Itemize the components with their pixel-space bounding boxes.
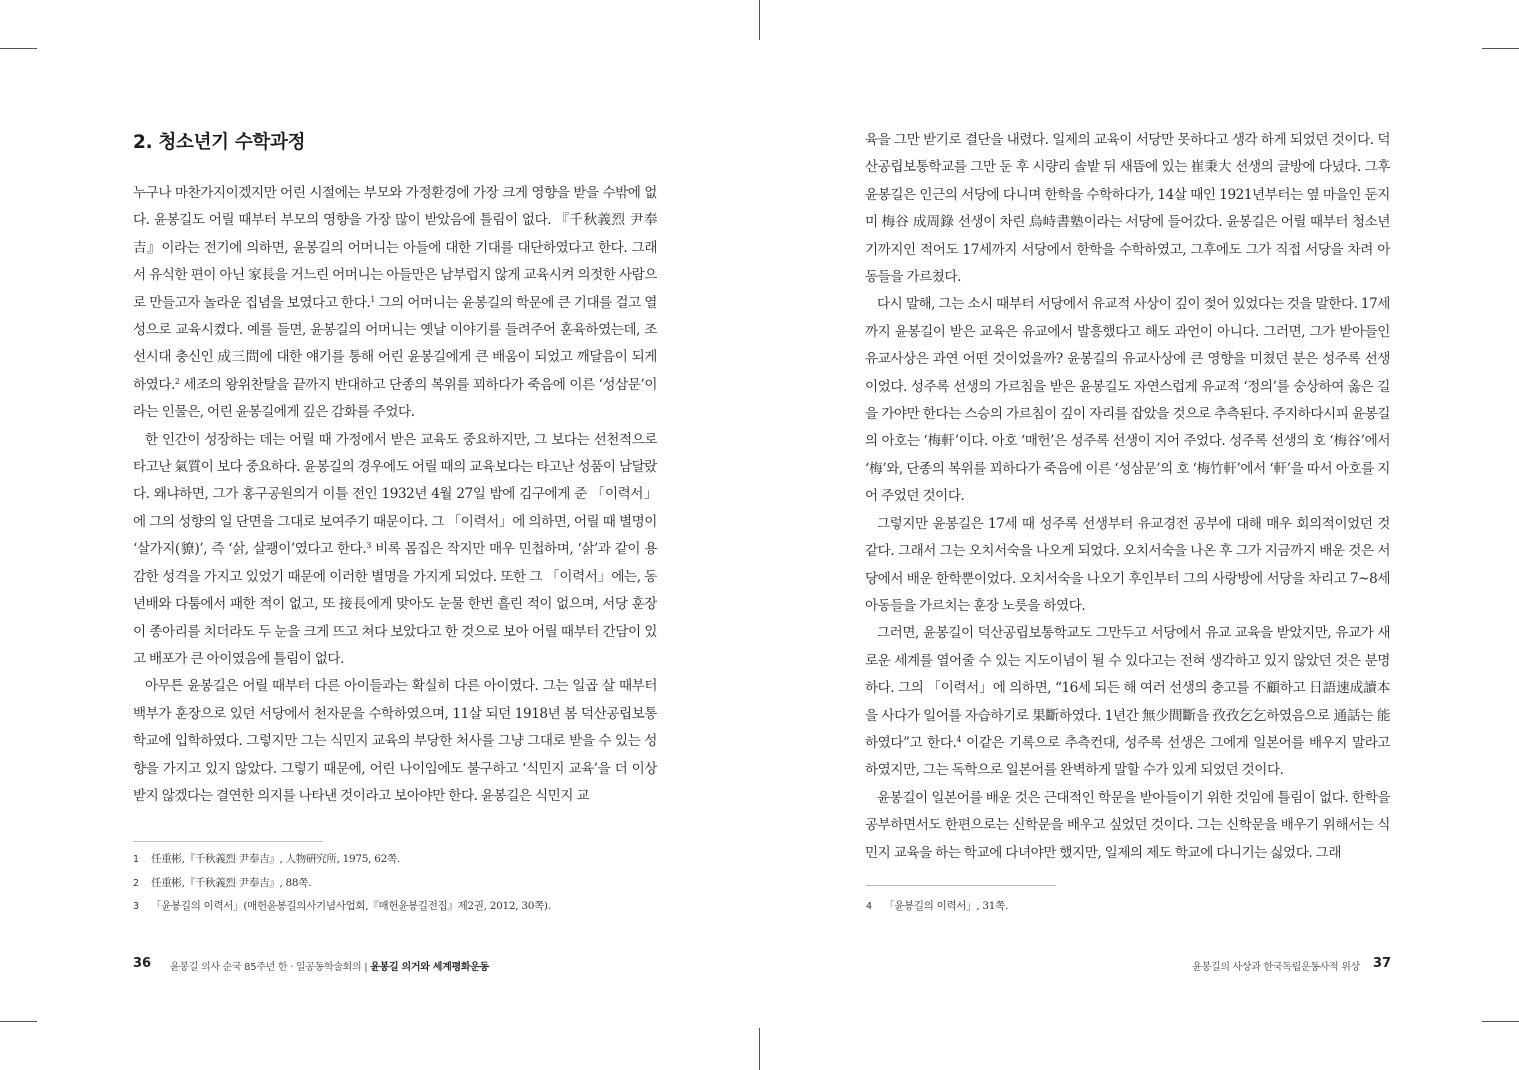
text-run: 한 인간이 성장하는 데는 어릴 때 가정에서 받은 교육도 중요하지만, 그 보다는 선천적으로 타고난 氣質이 보다 중요하다. 윤봉길의 경우에도 어릴 때의 교육보다는 타고난 성품이 남달랐다. 왜냐하면, 그가 홍구공원의거 이틀 전인 1932년 4월 27일 밤에 김구에게 준 「이력서」에 그의 성향의 일 단면을 그대로 보여주기 때문이다. 그 「이력서」에 의하면, 어릴 때 별명이 ‘살가지(䝤)’, 즉 ‘삵, 살쾡이’였다고 한다.	[133, 431, 657, 558]
running-head-prefix: 윤봉길 의사 순국 85주년 한 · 일공동학술회의 |	[170, 962, 371, 973]
text-run: 육을 그만 받기로 결단을 내렸다. 일제의 교육이 서당만 못하다고 생각 하게 되었던 것이다. 덕산공립보통학교를 그만 둔 후 시량리 솔밭 뒤 새뜸에 있는 崔秉大 선생의 글방에 다녔다. 그후 윤봉길은 인근의 서당에 다니며 한학을 수학하다가, 14살 때인 1921년부터는 옆 마을인 둔지미 梅谷 成周錄 선생이 차린 烏峙書塾이라는 서당에 들어갔다. 윤봉길은 어릴 때부터 청소년기까지인 적어도 17세까지 서당에서 한학을 수학하였고, 그후에도 그가 직접 서당을 차려 아동들을 가르쳤다.	[865, 132, 1390, 286]
paragraph	[865, 511, 1390, 621]
paragraph	[865, 785, 1390, 867]
paragraph	[133, 673, 657, 810]
running-head-title: 윤봉길 의거와 세계평화운동	[370, 962, 489, 973]
body-text	[133, 180, 657, 810]
footnote	[133, 848, 693, 872]
running-head	[170, 958, 489, 973]
footnote-text: 任重彬,『千秋義烈 尹奉吉』, 88쪽.	[151, 876, 312, 889]
section-heading: 2. 청소년기 수학과정	[133, 132, 306, 153]
footnote-rule	[133, 841, 323, 842]
paragraph	[133, 180, 657, 427]
text-run: 세조의 왕위찬탈을 끝까지 반대하고 단종의 복위를 꾀하다가 죽음에 이른 ‘성삼문’이라는 인물은, 어린 윤봉길에게 깊은 감화를 주었다.	[133, 376, 657, 421]
footnote-text: 「윤봉길의 이력서」, 31쪽.	[884, 900, 1009, 912]
text-run: 누구나 마찬가지이겠지만 어린 시절에는 부모와 가정환경에 가장 크게 영향을 받을 수밖에 없다. 윤봉길도 어릴 때부터 부모의 영향을 가장 많이 받았음에 틀림이 없다. 『千秋義烈 尹奉吉』이라는 전기에 의하면, 윤봉길의 어머니는 아들에 대한 기대를 대단하였다고 한다. 그래서 유식한 편이 아닌 家長을 거느린 어머니는 아들만은 남부럽지 않게 교육시켜 의젓한 사람으로 만들고자 놀라운 집념을 보였다고 한다.	[133, 185, 657, 311]
footnote-number: 4	[866, 901, 872, 912]
paragraph	[865, 291, 1390, 510]
footnotes	[866, 895, 1426, 919]
text-run: 이같은 기록으로 추측컨대, 성주록 선생은 그에게 일본어를 배우지 말라고 하였지만, 그는 독학으로 일본어를 완벽하게 말할 수가 있게 되었던 것이다.	[865, 734, 1390, 779]
footnote-ref: 3	[366, 541, 371, 551]
paragraph	[865, 620, 1390, 784]
footnote-ref: 2	[174, 376, 180, 386]
footnote	[133, 895, 693, 919]
footnote	[866, 895, 1426, 919]
text-run: 다시 말해, 그는 소시 때부터 서당에서 유교적 사상이 깊이 젖어 있었다는 것을 말한다. 17세까지 윤봉길이 받은 교육은 유교에서 발흥했다고 해도 과언이 아니다. 그러면, 그가 받아들인 유교사상은 과연 어떤 것이었을까? 윤봉길의 유교사상에 큰 영향을 미쳤던 분은 성주록 선생이었다. 성주록 선생의 가르침을 받은 윤봉길도 자연스럽게 유교적 ‘정의’를 숭상하여 옳은 길을 가야만 한다는 스승의 가르침이 깊이 자리를 잡았을 것으로 추측된다. 주지하다시피 윤봉길의 아호는 ‘梅軒’이다. 아호 ‘매헌’은 성주록 선생이 지어 주었다. 성주록 선생의 호 ‘梅谷’에서 ‘梅’와, 단종의 복위를 꾀하다가 죽음에 이른 ‘성삼문’의 호 ‘梅竹軒’에서 ‘軒’을 따서 아호를 지어 주었던 것이다.	[865, 296, 1390, 505]
footnote-number: 1	[133, 854, 139, 865]
paragraph	[133, 427, 657, 674]
body-text	[865, 127, 1390, 867]
footnote-text: 「윤봉길의 이력서」(매헌윤봉길의사기념사업회,『매헌윤봉길전집』제2권, 2012, 30쪽).	[151, 900, 551, 912]
footnote	[133, 872, 693, 896]
right-page	[760, 0, 1519, 1070]
running-head: 윤봉길의 사상과 한국독립운동사적 위상	[1192, 962, 1360, 973]
footnote-number: 3	[133, 901, 139, 912]
text-run: 그렇지만 윤봉길은 17세 때 성주록 선생부터 유교경전 공부에 대해 매우 회의적이었던 것 같다. 그래서 그는 오치서숙을 나오게 되었다. 오치서숙을 나온 후 그가 지금까지 배운 것은 서당에서 배운 한학뿐이었다. 오치서숙을 나오기 후인부터 그의 사랑방에 서당을 차리고 7~8세 아동들을 가르치는 훈장 노릇을 하였다.	[865, 515, 1390, 614]
text-run: 그의 어머니는 윤봉길의 학문에 큰 기대를 걸고 열성으로 교육시켰다. 예를 들면, 윤봉길의 어머니는 옛날 이야기를 들려주어 훈육하였는데, 조선시대 충신인 成三問에 대한 얘기를 통해 어린 윤봉길에게 큰 배움이 되었고 깨달음이 되게 하였다.	[133, 294, 657, 393]
footnotes	[133, 848, 693, 919]
text-run: 윤봉길이 일본어를 배운 것은 근대적인 학문을 받아들이기 위한 것임에 틀림이 없다. 한학을 공부하면서도 한편으로는 신학문을 배우고 싶었던 것이다. 그는 신학문을 배우기 위해서는 식민지 교육을 하는 학교에 다녀야만 했지만, 일제의 제도 학교에 다니기는 싫었다. 그래	[865, 789, 1390, 861]
footnote-number: 2	[133, 877, 139, 889]
footnote-ref: 1	[370, 294, 375, 304]
text-run: 그러면, 윤봉길이 덕산공립보통학교도 그만두고 서당에서 유교 교육을 받았지만, 유교가 새로운 세계를 열어줄 수 있는 지도이념이 될 수 있다고는 전혀 생각하고 있지 않았던 것은 분명하다. 그의 「이력서」에 의하면, “16세 되든 해 여러 선생의 충고를 不顧하고 日語速成讀本을 사다가 일어를 자습하기로 果斷하였다. 1년간 無少間斷을 孜孜乞乞하였음으로 通話는 能하였다”고 한다.	[865, 625, 1390, 751]
text-run: 아무튼 윤봉길은 어릴 때부터 다른 아이들과는 확실히 다른 아이였다. 그는 일곱 살 때부터 백부가 훈장으로 있던 서당에서 천자문을 수학하였으며, 11살 되던 1918년 봄 덕산공립보통학교에 입학하였다. 그렇지만 그는 식민지 교육의 부당한 처사를 그냥 그대로 받을 수 있는 성향을 가지고 있지 않았다. 그렇기 때문에, 어린 나이임에도 불구하고 ‘식민지 교육’을 더 이상 받지 않겠다는 결연한 의지를 나타낸 것이라고 보아야만 한다. 윤봉길은 식민지 교	[133, 678, 657, 804]
footnote-ref: 4	[956, 734, 962, 744]
text-run: 비록 몸집은 작지만 매우 민첩하며, ‘삵’과 같이 용감한 성격을 가지고 있었기 때문에 이러한 별명을 가지게 되었다. 또한 그 「이력서」에는, 동년배와 다툼에서 패한 적이 없고, 또 接長에게 맞아도 눈물 한번 흘린 적이 없으며, 서당 훈장이 종아리를 치더라도 두 눈을 크게 뜨고 쳐다 보았다고 한 것으로 보아 어릴 때부터 간담이 있고 배포가 큰 아이였음에 틀림이 없다.	[133, 541, 657, 667]
page-number: 37	[1373, 956, 1392, 971]
footnote-rule	[866, 885, 1056, 886]
footnote-text: 任重彬,『千秋義烈 尹奉吉』, 人物硏究所, 1975, 62쪽.	[151, 853, 400, 865]
page-number: 36	[133, 956, 152, 971]
paragraph	[865, 127, 1390, 291]
